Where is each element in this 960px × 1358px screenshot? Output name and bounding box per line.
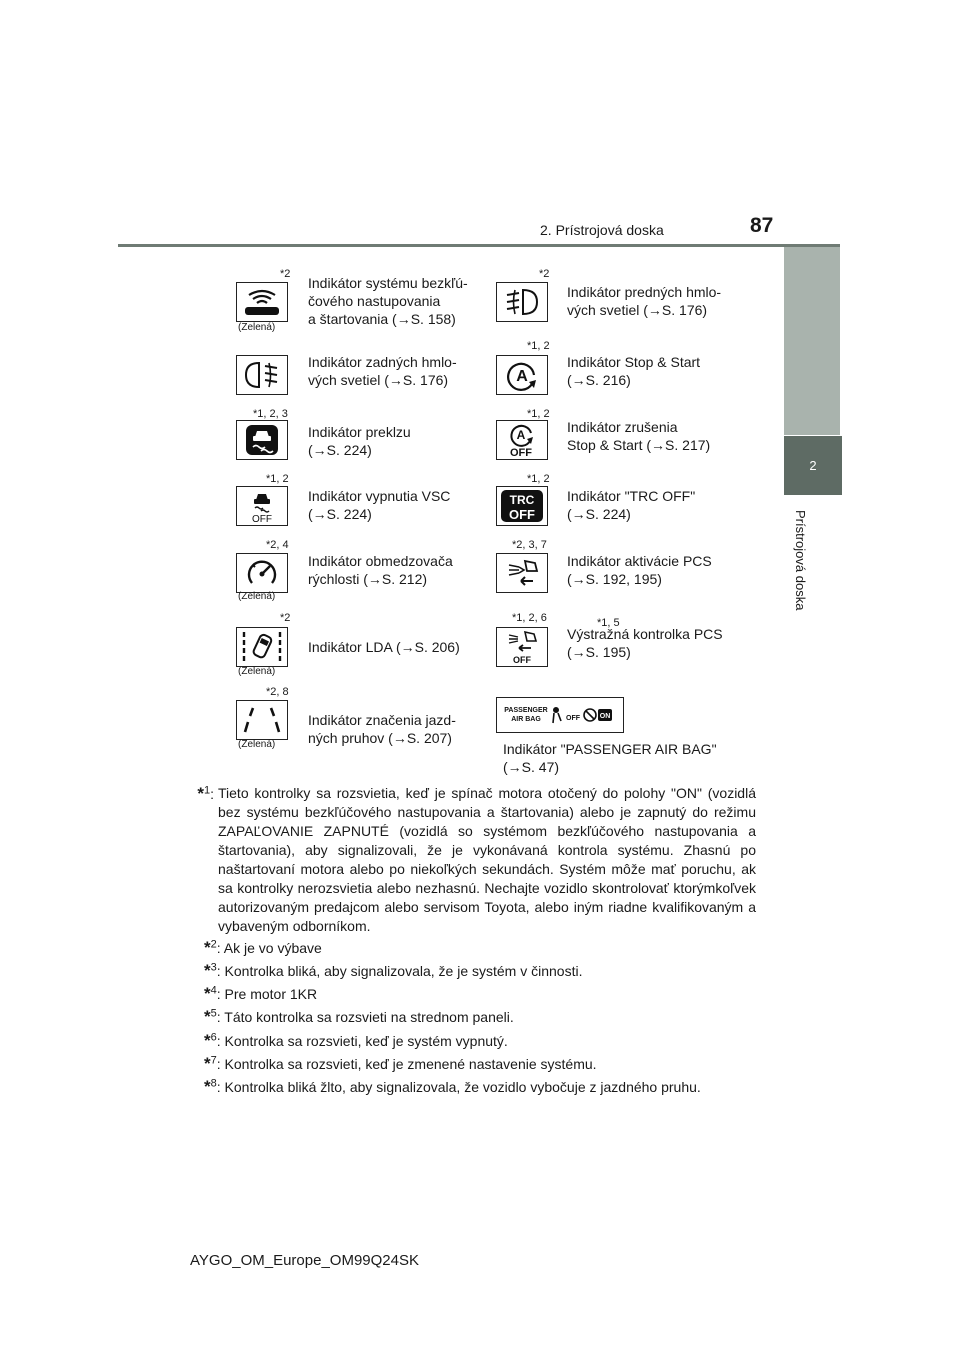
pcs-icon (499, 555, 545, 591)
footnote: *$^8$: Kontrolka bliká žlto, aby signalizovala, že vozidlo vybočuje z jazdného pruhu. (204, 1077, 701, 1096)
stop-start-off-icon (499, 422, 545, 458)
indicator-note: *2 (539, 268, 550, 280)
header-rule (118, 244, 840, 247)
indicator-description: Indikátor preklzu (→S. 224) (308, 424, 411, 458)
indicator-icon-text: OFF (513, 655, 531, 665)
indicator-note: *2, 3, 7 (512, 539, 547, 551)
indicator-note: *2, 4 (266, 539, 289, 551)
indicator-icon-box (236, 355, 288, 395)
side-tab-strip (784, 247, 840, 435)
footnote-text: Táto kontrolka sa rozsvieti na strednom paneli. (224, 1009, 514, 1025)
indicator-note: *1, 2 (266, 473, 289, 485)
indicator-color-caption: (Zelená) (238, 666, 276, 677)
indicator-icon-box (236, 627, 288, 667)
page-number: 87 (750, 214, 774, 237)
trc-off-icon (498, 488, 546, 524)
indicator-note: *2 (280, 268, 291, 280)
indicator-note: *2 (280, 612, 291, 624)
speed-limiter-icon (239, 555, 285, 591)
airbag-off-label: OFF (566, 715, 580, 722)
indicator-description: Indikátor aktivácie PCS (→S. 192, 195) (567, 553, 712, 587)
indicator-description: Indikátor LDA (→S. 206) (308, 639, 460, 655)
airbag-on-label: ON (599, 713, 611, 720)
indicator-icon-text: OFF (252, 514, 272, 524)
footnote: *$^6$: Kontrolka sa rozsvieti, keď je systém vypnutý. (204, 1031, 508, 1050)
footnote-text: Pre motor 1KR (224, 986, 318, 1002)
footnote-text: Kontrolka sa rozsvieti, keď je zmenené nastavenie systému. (224, 1056, 597, 1072)
footnote: *$^5$: Táto kontrolka sa rozsvieti na strednom paneli. (204, 1007, 514, 1026)
chapter-tab: 2 (784, 436, 842, 495)
indicator-icon-text: TRC (509, 493, 535, 507)
lda-icon (239, 629, 285, 665)
indicator-color-caption: (Zelená) (238, 591, 276, 602)
footnote: *$^4$: Pre motor 1KR (204, 984, 318, 1003)
indicator-note: *1, 2, 6 (512, 612, 547, 624)
indicator-description: Indikátor značenia jazd- ných pruhov (→S. 207) (308, 712, 456, 746)
footnote: *$^2$: Ak je vo výbave (204, 938, 322, 957)
airbag-label-line1: PASSENGER (504, 707, 548, 714)
indicator-icon-box (236, 553, 288, 593)
indicator-icon-box (496, 282, 548, 322)
indicator-description: Indikátor obmedzovača rýchlosti (→S. 212) (308, 553, 453, 587)
indicator-icon-box (236, 282, 288, 322)
indicator-icon-box (236, 420, 288, 460)
indicator-icon-box (496, 553, 548, 593)
indicator-description: Indikátor predných hmlo- vých svetiel (→S. 176) (567, 284, 722, 318)
indicator-note: *1, 2 (527, 408, 550, 420)
airbag-label-line2: AIR BAG (511, 716, 541, 723)
indicator-description: Indikátor vypnutia VSC (→S. 224) (308, 488, 451, 522)
footnote-text: Tieto kontrolky sa rozsvietia, keď je spínač motora otočený do polohy "ON" (vozidlá bez systému bezkľúčového nastupovania a štartovania) alebo je zapnutý do režimu ZAPAĽOVANIE ZAPNUTÉ (vozidlá so systémom bezkľúčového nastupovania a štartovania), aby signalizovali, že je vykonávaná kontrola systému. Zhasnú po naštartovaní motora alebo po niekoľkých sekundách. Systém môže mať poruchu, ak sa kontrolky nerozsvietia alebo nezhasnú. Nechajte vozidlo skontrolovať ktorýmkoľvek autorizovaným predajcom alebo servisom Toyota, alebo iným riadne kvalifikovaným a vybaveným odborníkom. (218, 785, 756, 934)
section-title: 2. Prístrojová doska (540, 222, 664, 238)
indicator-description: Indikátor "TRC OFF" (→S. 224) (567, 488, 696, 522)
indicator-icon-text2: OFF (509, 507, 535, 522)
indicator-description: Indikátor zadných hmlo- vých svetiel (→S. 176) (308, 354, 457, 388)
indicator-description: Indikátor zrušenia Stop & Start (→S. 217) (567, 419, 711, 453)
document-code: AYGO_OM_Europe_OM99Q24SK (190, 1252, 419, 1269)
lane-marking-icon (239, 702, 285, 738)
footnote-text: Ak je vo výbave (223, 940, 322, 956)
pcs-off-icon (499, 629, 545, 665)
indicator-note: *1, 2, 3 (253, 408, 288, 420)
indicator-icon-box (496, 355, 548, 395)
front-fog-icon (499, 285, 545, 319)
footnote-text: Kontrolka bliká žlto, aby signalizovala, že vozidlo vybočuje z jazdného pruhu. (224, 1079, 701, 1095)
footnote: *$^7$: Kontrolka sa rozsvieti, keď je zmenené nastavenie systému. (204, 1054, 597, 1073)
footnote-text: Kontrolka bliká, aby signalizovala, že je systém v činnosti. (224, 963, 583, 979)
indicator-icon-box (496, 627, 548, 667)
airbag-indicator-box (496, 697, 624, 733)
footnote: *$^3$: Kontrolka bliká, aby signalizovala, že je systém v činnosti. (204, 961, 583, 980)
indicator-icon-box (236, 486, 288, 526)
chapter-tab-label: Prístrojová doska (793, 510, 808, 611)
indicator-description: Indikátor Stop & Start (→S. 216) (567, 354, 701, 388)
indicator-description: Výstražná kontrolka PCS (→S. 195) (567, 626, 723, 660)
indicator-color-caption: (Zelená) (238, 322, 276, 333)
rear-fog-icon (239, 358, 285, 392)
indicator-icon-box (496, 486, 548, 526)
indicator-note: *2, 8 (266, 686, 289, 698)
smart-key-icon (239, 285, 285, 319)
slip-icon (239, 423, 285, 457)
footnote-text: Kontrolka sa rozsvieti, keď je systém vypnutý. (224, 1033, 508, 1049)
svg-text:A: A (516, 368, 528, 385)
indicator-note: *1, 2 (527, 473, 550, 485)
indicator-icon-box (496, 420, 548, 460)
stop-start-icon (499, 358, 545, 392)
indicator-note-secondary: *1, 5 (597, 617, 620, 629)
airbag-description: Indikátor "PASSENGER AIR BAG" (→S. 47) (503, 741, 717, 775)
indicator-icon-text: OFF (510, 447, 532, 458)
indicator-note: *1, 2 (527, 340, 550, 352)
indicator-description: Indikátor systému bezkľú- čového nastupovania a štartovania (→S. 158) (308, 275, 468, 327)
indicator-color-caption: (Zelená) (238, 739, 276, 750)
footnote: *$^1$: Tieto kontrolky sa rozsvietia, keď je spínač motora otočený do polohy "ON" (vozidlá bez systému bezkľúčového nastupovania a štartovania) alebo je zapnutý do režimu ZAPAĽOVANIE ZAPNUTÉ (vozidlá so systémom bezkľúčového nastupovania a štartovania), aby signalizovali, že je vykonávaná kontrola systému. Zhasnú po naštartovaní motora alebo po niekoľkých sekundách. Systém môže mať poruchu, ak sa kontrolky nerozsvietia alebo nezhasnú. Nechajte vozidlo skontrolovať ktorýmkoľvek autorizovaným predajcom alebo servisom Toyota, alebo iným riadne kvalifikovaným a vybaveným odborníkom. (197, 784, 756, 934)
vsc-off-icon (239, 488, 285, 524)
passenger-airbag-icon (498, 699, 622, 731)
svg-text:A: A (516, 428, 526, 442)
indicator-icon-box (236, 700, 288, 740)
